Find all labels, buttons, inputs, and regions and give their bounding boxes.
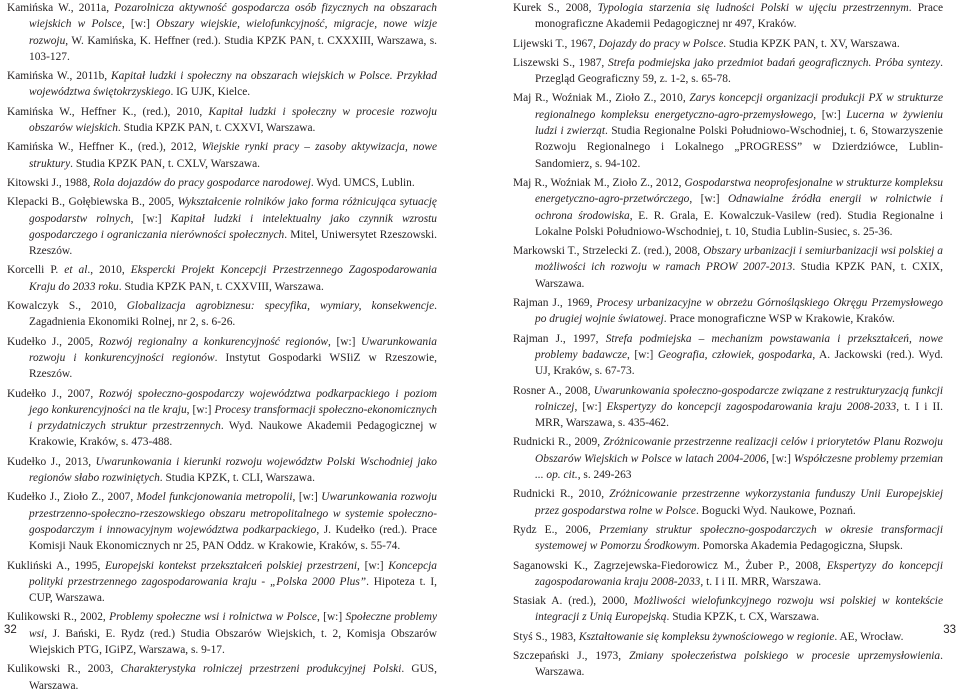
reference-title: Ekspertyzy do koncepcji zagospodarowania kraju 2008-2033 [606,400,897,413]
reference-title: Uwarunkowania rozwoju i konkurencyjności regionów [29,335,437,364]
reference-text: , [w:] [574,400,607,413]
reference-text: . Warszawa. [535,649,943,679]
reference-title: Koncepcja polityki przestrzennego zagospodarowania kraju - „Polska 2000 Plus” [29,559,437,588]
reference-text: . Studia KPZK PAN, t. CXIX, Warszawa. [535,261,943,290]
reference-text: Kurek S., 2008, [513,2,598,14]
reference-text: Maj R., Woźniak M., Zioło Z., 2010, [513,92,690,105]
reference-entry [7,0,437,65]
reference-entry [7,334,437,383]
reference-text: Kudełko J., 2013, [7,455,96,468]
reference-text: Kamińska W., 2011a, [7,2,115,14]
reference-text: Rudnicki R., 2010, [513,488,610,501]
reference-entry [513,331,943,380]
reference-title: Rozwój społeczno-gospodarczy województwa podkarpackiego i poziom jego konkurencyjności na tle kraju [29,387,437,416]
reference-entry [7,298,437,331]
reference-text: , A. Jackowski (red.). Wyd. UJ, Kraków, s. 67-73. [535,348,943,378]
reference-title: Procesy urbanizacyjne w obrzeżu Górnośląskiego Okręgu Przemysłowego po drugiej wojnie światowej [535,297,943,326]
reference-text: . Studia KPZK PAN, t. XV, Warszawa. [723,37,900,50]
reference-entry [7,139,437,172]
reference-text: , [w:] [627,348,658,361]
reference-text: . Instytut Gospodarki WSIiZ w Rzeszowie, Rzeszów. [29,351,438,381]
reference-text: , [w:] [689,193,728,206]
reference-title: Zróżnicowanie przestrzenne realizacji celów i priorytetów Planu Rozwoju Obszarów Wiejskich w Polsce w latach 2004-2006 [535,436,943,465]
reference-text: , t. I i II. MRR, Warszawa. [700,575,822,588]
reference-title: Model funkcjonowania metropolii [136,491,293,504]
reference-entry [513,295,943,328]
reference-title: Uwarunkowania społeczno-gospodarcze związane z restrukturyzacją funkcji rolniczej [535,384,944,413]
reference-entry [513,629,943,645]
reference-entry [7,262,437,295]
reference-title: Pozarolnicza aktywność gospodarcza osób fizycznych na obszarach wiejskich w Polsce [29,2,437,31]
reference-text: . Wyd. UMCS, Lublin. [310,176,415,189]
reference-text: Kamińska W., 2011b, [7,70,112,83]
reference-text: , E. R. Grala, E. Kowalczuk-Vasilew (red). Studia Regionalne i Lokalne Polski Południowo-Wschodniej, t. 10, Studia Lublin-Susiec, s. 25-36. [535,209,943,238]
reference-text: . Przegląd Geograficzny 59, z. 1-2, s. 65-78. [535,56,943,86]
reference-title: Wiejskie rynki pracy – zasoby aktywizacja, nowe struktury [29,141,437,170]
reference-text: , [w:] [766,452,794,465]
reference-title: Uwarunkowania rozwoju przestrzenno-społeczno-rzeszowskiego obszaru metropolitalnego w systemie społeczno-gospodarczym i innowacyjnym województwa podkarpackiego [29,491,437,536]
reference-entry [513,36,943,52]
reference-entry [513,434,943,483]
reference-text: Lijewski T., 1967, [513,37,599,50]
page-number-left: 32 [4,624,17,636]
reference-title: Kapitał ludzki i intelektualny jako czynnik wzrostu gospodarczego i ograniczania nierówności społecznych [29,212,438,241]
reference-entry [513,522,943,555]
reference-entry [7,661,437,694]
reference-text: Stasiak A. (red.), 2000, [513,595,634,608]
reference-title: Rozwój regionalny a konkurencyjność regionów [98,335,329,348]
reference-title: Procesy transformacji społeczno-ekonomicznych i przydatniczych struktur przestrzennych [29,403,437,433]
reference-entry [7,386,437,451]
reference-text: . Studia KPZK PAN, t. CXLV, Warszawa. [70,157,261,170]
reference-entry [513,55,943,88]
reference-title: Społeczne problemy wsi [29,611,437,640]
reference-entry [513,648,943,681]
reference-title: Charakterystyka rolniczej przestrzeni produkcyjnej Polski [120,663,402,676]
reference-text: , [w:] [130,212,171,225]
reference-text: Saganowski K., Zagrzejewska-Fiedorowicz M., Żuber P., 2008, [513,559,827,572]
reference-text: . Zagadnienia Ekonomiki Rolnej, nr 2, s. 6-26. [29,300,437,329]
reference-text: Kamińska W., Heffner K., (red.), 2012, [7,141,202,154]
reference-title: Problemy społeczne wsi i rolnictwa w Polsce [109,611,317,624]
reference-text: . Bogucki Wyd. Naukowe, Poznań. [695,504,856,517]
reference-title: Zmiany społeczeństwa polskiego w procesie uprzemysłowienia [629,649,941,662]
reference-text: Liszewski S., 1987, [513,56,608,69]
reference-text: . Pomorska Akademia Pedagogiczna, Słupsk. [696,540,903,553]
reference-text: Rajman J., 1969, [513,297,597,310]
reference-text: Klepacki B., Gołębiewska B., 2005, [7,196,178,209]
reference-entry [7,489,437,554]
reference-entry [7,175,437,191]
reference-title: Uwarunkowania i kierunki rozwoju województw Polski Wschodniej jako regionów słabo rozwiniętych [29,455,438,485]
reference-title: Zarys koncepcji organizacji produkcji PX w strukturze regionalnego kompleksu energetyczno-agro-przemysłowego [535,92,944,121]
reference-text: . GUS, Warszawa. [29,663,437,692]
reference-title: Odnawialne źródła energii w rolnictwie i ochrona środowiska [535,193,943,222]
reference-text: Rydz E., 2006, [513,523,600,536]
reference-entry [513,175,943,240]
reference-text: , [w:] [357,559,389,572]
reference-text: , [w:] [292,491,322,504]
reference-text: , [w:] [316,611,346,624]
reference-entry [513,558,943,591]
reference-title: Gospodarstwa neoprofesjonalne w strukturze kompleksu energetyczno-agro-przetwórczego [535,176,943,206]
reference-text: . Mitel, Uniwersytet Rzeszowski. Rzeszów. [29,228,437,258]
reference-title: Kształtowanie się kompleksu żywnościowego w regionie [578,630,835,643]
reference-text: Szczepański J., 1973, [513,649,630,662]
reference-text: ., 2010, [87,264,131,277]
reference-title: Ekspertyzy do koncepcji zagospodarowania kraju 2008-2033 [535,559,943,588]
reference-text: , [w:] [328,335,362,348]
reference-text: Kulikowski R., 2002, [7,611,110,624]
reference-text: Kamińska W., Heffner K., (red.), 2010, [7,105,209,118]
reference-title: Przemiany struktur społeczno-gospodarczych w okresie transformacji systemowej w Pomorzu Środkowym [535,523,943,553]
reference-text: , [w:] [186,403,215,416]
reference-text: Kulikowski R., 2003, [7,663,121,676]
reference-title: Rola dojazdów do pracy gospodarce narodowej [93,176,311,189]
reference-text: . IG UJK, Kielce. [170,86,251,99]
reference-entry [7,194,437,259]
reference-text: , J. Bański, E. Rydz (red.) Studia Obszarów Wiejskich, t. 2, Komisja Obszarów Wiejskich PTG, IGiPZ, Warszawa, s. 9-17. [29,627,437,656]
reference-title: Lucerna w żywieniu ludzi i zwierząt [535,108,943,138]
reference-text: , t. I i II. MRR, Warszawa, s. 435-462. [535,400,943,430]
reference-text: . Prace monograficzne Akademii Pedagogicznej nr 497, Kraków. [535,2,943,31]
reference-title: Obszary urbanizacji i semiurbanizacji wsi polskiej a możliwości ich rozwoju w ramach PROW 2007-2013 [535,245,943,274]
reference-entry [7,609,437,658]
reference-text: . Wyd. Naukowe Akademii Pedagogicznej w Krakowie, Kraków, s. 473-488. [29,420,437,449]
reference-title: Zróżnicowanie przestrzenne wykorzystania funduszy Unii Europejskiej przez gospodarstwa rolne w Polsce [535,488,943,517]
reference-title: Typologia starzenia się ludności Polski w ujęciu przestrzennym [597,2,909,14]
reference-text: . Studia Regionalne Polski Południowo-Wschodniej, t. 6, Stowarzyszenie Rozwoju Regionalnego i Lokalnego „PROGRESS” w Dzierdziówce, Lublin-Sandomierz, s. 94-102. [535,125,943,170]
reference-text: , W. Kamińska, K. Heffner (red.). Studia KPZK PAN, t. CXXXIII, Warszawa, s. 103-127. [29,34,437,63]
reference-text: Kudełko J., 2007, [7,387,99,400]
reference-text: . Studia KPZK PAN, t. CXXVIII, Warszawa. [118,280,324,293]
reference-text: Rajman J., 1997, [513,332,606,345]
reference-text: Kudełko J., Zioło Z., 2007, [7,491,137,504]
reference-title: Współczesne problemy przemian ... op. cit. [535,452,944,482]
left-reference-column [7,0,437,697]
reference-text: Rosner A., 2008, [513,384,594,397]
reference-text: Maj R., Woźniak M., Zioło Z., 2012, [513,176,685,189]
reference-text: Markowski T., Strzelecki Z. (red.), 2008, [513,245,704,258]
reference-text: , [w:] [121,18,157,31]
reference-entry [513,486,943,519]
reference-text: , [w:] [813,108,847,121]
reference-entry [7,454,437,487]
reference-title: Wykształcenie rolników jako forma różnicująca sytuację gospodarstw rolnych [29,196,437,225]
reference-text: . AE, Wrocław. [834,630,904,643]
reference-entry [7,558,437,607]
reference-entry [513,383,943,432]
reference-text: , J. Kudełko (red.). Prace Komisji Nauk Ekonomicznych nr 25, PAN Oddz. w Krakowie, Kraków, s. 55-74. [29,523,438,553]
reference-title: Możliwości wielofunkcyjnego rozwoju wsi polskiej w kontekście integracji z Unią Europejską [535,595,943,624]
reference-title: Obszary wiejskie, wielofunkcyjność, migracje, nowe wizje rozwoju [29,18,437,47]
reference-text: . Prace monograficzne WSP w Krakowie, Kraków. [663,313,895,326]
reference-text: Korcelli P. [7,264,65,277]
reference-text: Styś S., 1983, [513,630,579,643]
reference-text: Kukliński A., 1995, [7,559,106,572]
reference-text: . Studia KPZK, t. CLI, Warszawa. [159,472,315,485]
reference-text: Kitowski J., 1988, [7,176,94,189]
reference-entry [513,0,943,33]
reference-title: Globalizacja agrobiznesu: specyfika, wymiary, konsekwencje [126,300,435,313]
reference-entry [7,104,437,137]
reference-title: et al [64,264,88,277]
reference-entry [513,90,943,171]
reference-text: Kowalczyk S., 2010, [7,300,127,313]
reference-title: Kapitał ludzki i społeczny w procesie rozwoju obszarów wiejskich [29,105,437,135]
reference-entry [513,243,943,292]
page-number-right: 33 [943,624,956,636]
right-reference-column [513,0,943,684]
reference-title: Kapitał ludzki i społeczny na obszarach wiejskich w Polsce. Przykład województwa świętokrzyskiego [29,70,437,99]
reference-text: . Studia KPZK PAN, t. CXXVI, Warszawa. [117,122,316,135]
reference-title: Strefa podmiejska jako przedmiot badań geograficznych. Próba syntezy [608,56,941,69]
reference-title: Geografia, człowiek, gospodarka [657,348,813,361]
reference-title: Europejski kontekst przekształceń polskiej przestrzeni [105,559,357,572]
reference-title: Ekspercki Projekt Koncepcji Przestrzennego Zagospodarowania Kraju do 2033 roku [29,264,437,293]
reference-entry [7,68,437,101]
reference-text: . Hipoteza t. I, CUP, Warszawa. [29,575,437,605]
reference-entry [513,593,943,626]
reference-text: , s. 249-263 [577,469,632,482]
reference-text: Kudełko J., 2005, [7,335,99,348]
reference-title: Strefa podmiejska – mechanizm powstawania i przekształceń, nowe problemy badawcze [535,332,943,361]
reference-text: Rudnicki R., 2009, [513,436,604,449]
reference-title: Dojazdy do pracy w Polsce [598,37,724,50]
reference-text: . Studia KPZK, t. CX, Warszawa. [666,611,820,624]
